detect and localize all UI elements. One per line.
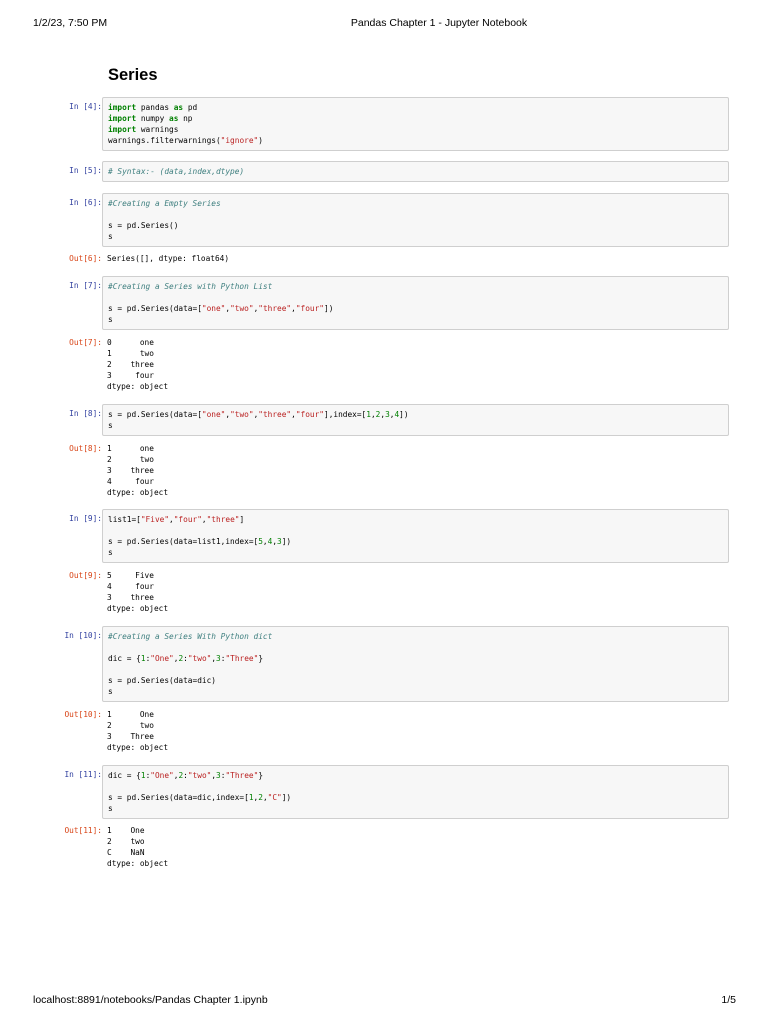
- code-input[interactable]: [102, 193, 729, 247]
- output-prompt: Out[7]:: [69, 338, 102, 347]
- code-text: #Creating a Series With Python dict dic = {1:"One",2:"two",3:"Three"} s = pd.Series(data=dic) s: [108, 632, 273, 696]
- output-prompt: Out[6]:: [69, 254, 102, 263]
- print-document-title: Pandas Chapter 1 - Jupyter Notebook: [350, 17, 528, 29]
- code-input[interactable]: [102, 509, 729, 563]
- output-prompt: Out[11]:: [64, 826, 102, 835]
- output-text: Series([], dtype: float64): [107, 254, 230, 263]
- input-prompt: In [11]:: [64, 770, 102, 779]
- input-prompt: In [9]:: [69, 514, 102, 523]
- output-prompt: Out[8]:: [69, 444, 102, 453]
- input-prompt: In [10]:: [64, 631, 102, 640]
- code-input[interactable]: [102, 97, 729, 151]
- code-input[interactable]: [102, 626, 729, 702]
- print-datetime: 1/2/23, 7:50 PM: [33, 17, 108, 29]
- print-footer: [0, 994, 768, 1014]
- output-text: 5 Five 4 four 3 three dtype: object: [107, 571, 169, 613]
- print-url: localhost:8891/notebooks/Pandas Chapter 1.ipynb: [33, 994, 268, 1006]
- code-text: #Creating a Empty Series s = pd.Series() s: [108, 199, 221, 241]
- code-input[interactable]: [102, 161, 729, 182]
- code-text: import pandas as pd import numpy as np import warnings warnings.filterwarnings("ignore"): [108, 103, 263, 145]
- input-prompt: In [8]:: [69, 409, 102, 418]
- input-prompt: In [6]:: [69, 198, 102, 207]
- code-input[interactable]: [102, 404, 729, 436]
- page-number: 1/5: [721, 994, 736, 1006]
- output-text: 0 one 1 two 2 three 3 four dtype: object: [107, 338, 169, 391]
- input-prompt: In [7]:: [69, 281, 102, 290]
- output-text: 1 One 2 two C NaN dtype: object: [107, 826, 169, 868]
- code-text: dic = {1:"One",2:"two",3:"Three"} s = pd.Series(data=dic,index=[1,2,"C"]) s: [108, 771, 292, 813]
- code-text: # Syntax:- (data,index,dtype): [108, 167, 245, 176]
- print-header: [0, 17, 768, 37]
- output-text: 1 One 2 two 3 Three dtype: object: [107, 710, 169, 752]
- notebook-heading: Series: [108, 66, 158, 84]
- code-input[interactable]: [102, 276, 729, 330]
- input-prompt: In [5]:: [69, 166, 102, 175]
- code-text: #Creating a Series with Python List s = pd.Series(data=["one","two","three","four"]) s: [108, 282, 334, 324]
- output-prompt: Out[9]:: [69, 571, 102, 580]
- code-text: list1=["Five","four","three"] s = pd.Series(data=list1,index=[5,4,3]) s: [108, 515, 292, 557]
- output-text: 1 one 2 two 3 three 4 four dtype: object: [107, 444, 169, 497]
- code-text: s = pd.Series(data=["one","two","three","four"],index=[1,2,3,4]) s: [108, 410, 409, 430]
- code-token: import: [108, 103, 137, 112]
- code-input[interactable]: [102, 765, 729, 819]
- output-prompt: Out[10]:: [64, 710, 102, 719]
- input-prompt: In [4]:: [69, 102, 102, 111]
